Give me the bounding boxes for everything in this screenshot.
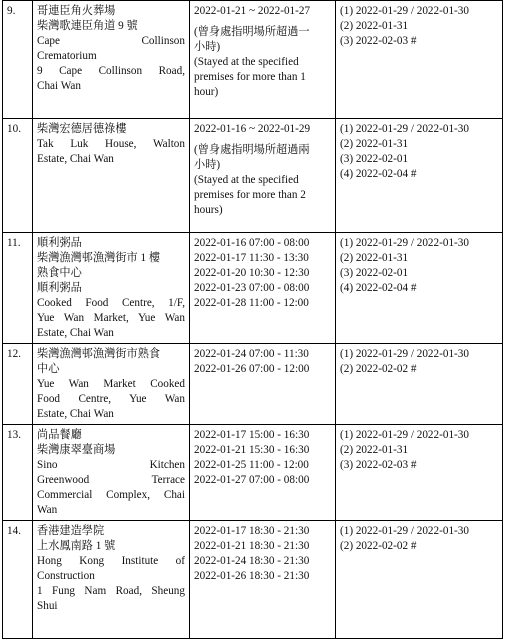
test-date-line: (3) 2022-02-03 # (340, 35, 417, 47)
test-date-line: (4) 2022-02-04 # (340, 282, 417, 294)
venue-line: 哥連臣角火葬場 (37, 5, 116, 17)
venue-line: Sino Kitchen (37, 459, 185, 471)
table-row (3, 521, 503, 639)
test-date-line: (2) 2022-01-31 (340, 138, 409, 150)
date-line: 2022-01-26 18:30 - 21:30 (194, 570, 310, 582)
venue-cell (33, 425, 190, 521)
venue-line: Yue Wan Market Cooked (37, 378, 185, 390)
date-line: (曾身處指明場所超過一 (194, 26, 310, 38)
dates-cell (190, 521, 336, 639)
venue-cell (33, 119, 190, 233)
date-line: (Stayed at the specified (194, 174, 299, 186)
table-row (3, 119, 503, 233)
test-date-line: (3) 2022-02-01 (340, 267, 409, 279)
venue-line: Wan (37, 504, 58, 516)
date-line: 2022-01-16 07:00 - 08:00 (194, 237, 310, 249)
venue-line: Tak Luk House, Walton (37, 138, 185, 150)
table-row (3, 1, 503, 119)
dates-cell (190, 425, 336, 521)
venue-line: 順利粥品 (37, 282, 82, 294)
row-number: 14. (3, 521, 33, 639)
date-line: 2022-01-17 11:30 - 13:30 (194, 252, 309, 264)
venue-line: Cooked Food Centre, 1/F, (37, 297, 185, 309)
test-dates-cell (336, 521, 503, 639)
date-line: 2022-01-21 15:30 - 16:30 (194, 444, 310, 456)
test-date-line: (1) 2022-01-29 / 2022-01-30 (340, 123, 469, 135)
date-line: (Stayed at the specified (194, 56, 299, 68)
test-date-line: (1) 2022-01-29 / 2022-01-30 (340, 5, 469, 17)
date-line: premises for more than 1 (194, 71, 306, 83)
venue-line: Construction (37, 570, 95, 582)
venue-line: Chai Wan (37, 80, 81, 92)
test-dates-cell (336, 1, 503, 119)
date-line: 2022-01-25 11:00 - 12:00 (194, 459, 309, 471)
venue-line: 柴灣宏德居德祿樓 (37, 123, 127, 135)
test-date-line: (2) 2022-01-31 (340, 252, 409, 264)
venue-line: Yue Wan Market, Yue Wan (37, 312, 185, 324)
venue-line: 熟食中心 (37, 267, 82, 279)
venue-cell (33, 344, 190, 425)
test-date-line: (2) 2022-01-31 (340, 444, 409, 456)
venue-line: 上水鳳南路 1 號 (37, 540, 116, 552)
venue-line: Food Centre, Yue Wan (37, 393, 185, 405)
row-number: 10. (3, 119, 33, 233)
date-line: 2022-01-21 ~ 2022-01-27 (194, 5, 311, 17)
date-line: 2022-01-24 18:30 - 21:30 (194, 555, 310, 567)
venue-line: Estate, Chai Wan (37, 153, 114, 165)
venue-line: 柴灣漁灣邨漁灣街市熟食 (37, 348, 161, 360)
venue-line: Crematorium (37, 50, 97, 62)
table-row (3, 233, 503, 344)
date-line: 2022-01-17 15:00 - 16:30 (194, 429, 310, 441)
venue-line: Shui (37, 600, 58, 612)
table-row (3, 425, 503, 521)
premises-table (2, 0, 503, 639)
test-date-line: (1) 2022-01-29 / 2022-01-30 (340, 525, 469, 537)
venue-line: 順利粥品 (37, 237, 82, 249)
venue-line: 柴灣漁灣邨漁灣街市 1 樓 (37, 252, 161, 264)
dates-cell (190, 1, 336, 119)
date-line: 2022-01-21 18:30 - 21:30 (194, 540, 310, 552)
venue-line: Estate, Chai Wan (37, 327, 114, 339)
venue-line: Hong Kong Institute of (37, 555, 185, 567)
venue-cell (33, 1, 190, 119)
venue-line: 尚品餐廳 (37, 429, 82, 441)
row-number: 12. (3, 344, 33, 425)
table-row (3, 344, 503, 425)
test-date-line: (2) 2022-02-02 # (340, 540, 417, 552)
venue-line: 中心 (37, 363, 60, 375)
test-dates-cell (336, 344, 503, 425)
dates-cell (190, 344, 336, 425)
date-line: 小時) (194, 41, 221, 53)
date-line: 2022-01-20 10:30 - 12:30 (194, 267, 310, 279)
test-date-line: (2) 2022-02-02 # (340, 363, 417, 375)
venue-line: 9 Cape Collinson Road, (37, 65, 185, 77)
date-line: (曾身處指明場所超過兩 (194, 144, 310, 156)
test-date-line: (1) 2022-01-29 / 2022-01-30 (340, 237, 469, 249)
date-line: 2022-01-27 07:00 - 08:00 (194, 474, 310, 486)
test-dates-cell (336, 425, 503, 521)
date-line: 2022-01-16 ~ 2022-01-29 (194, 123, 311, 135)
venue-cell (33, 521, 190, 639)
test-dates-cell (336, 233, 503, 344)
test-dates-cell (336, 119, 503, 233)
test-date-line: (3) 2022-02-03 # (340, 459, 417, 471)
venue-line: Cape Collinson (37, 35, 185, 47)
dates-cell (190, 233, 336, 344)
date-line: premises for more than 2 (194, 189, 306, 201)
date-line: 2022-01-24 07:00 - 11:30 (194, 348, 309, 360)
date-line: 小時) (194, 159, 221, 171)
test-date-line: (1) 2022-01-29 / 2022-01-30 (340, 429, 469, 441)
row-number: 11. (3, 233, 33, 344)
test-date-line: (1) 2022-01-29 / 2022-01-30 (340, 348, 469, 360)
row-number: 9. (3, 1, 33, 119)
venue-line: Commercial Complex, Chai (37, 489, 185, 501)
date-line: hours) (194, 204, 223, 216)
venue-line: 柴灣康翠臺商場 (37, 444, 116, 456)
date-line: 2022-01-26 07:00 - 12:00 (194, 363, 310, 375)
test-date-line: (2) 2022-01-31 (340, 20, 409, 32)
venue-line: Greenwood Terrace (37, 474, 185, 486)
dates-cell (190, 119, 336, 233)
venue-line: 柴灣歌連臣角道 9 號 (37, 20, 138, 32)
venue-cell (33, 233, 190, 344)
row-number: 13. (3, 425, 33, 521)
date-line: hour) (194, 86, 219, 98)
premises-table-body (3, 1, 503, 639)
venue-line: Estate, Chai Wan (37, 408, 114, 420)
date-line: 2022-01-28 11:00 - 12:00 (194, 297, 309, 309)
test-date-line: (3) 2022-02-01 (340, 153, 409, 165)
date-line: 2022-01-17 18:30 - 21:30 (194, 525, 310, 537)
venue-line: 1 Fung Nam Road, Sheung (37, 585, 185, 597)
test-date-line: (4) 2022-02-04 # (340, 168, 417, 180)
date-line: 2022-01-23 07:00 - 08:00 (194, 282, 310, 294)
venue-line: 香港建造學院 (37, 525, 105, 537)
